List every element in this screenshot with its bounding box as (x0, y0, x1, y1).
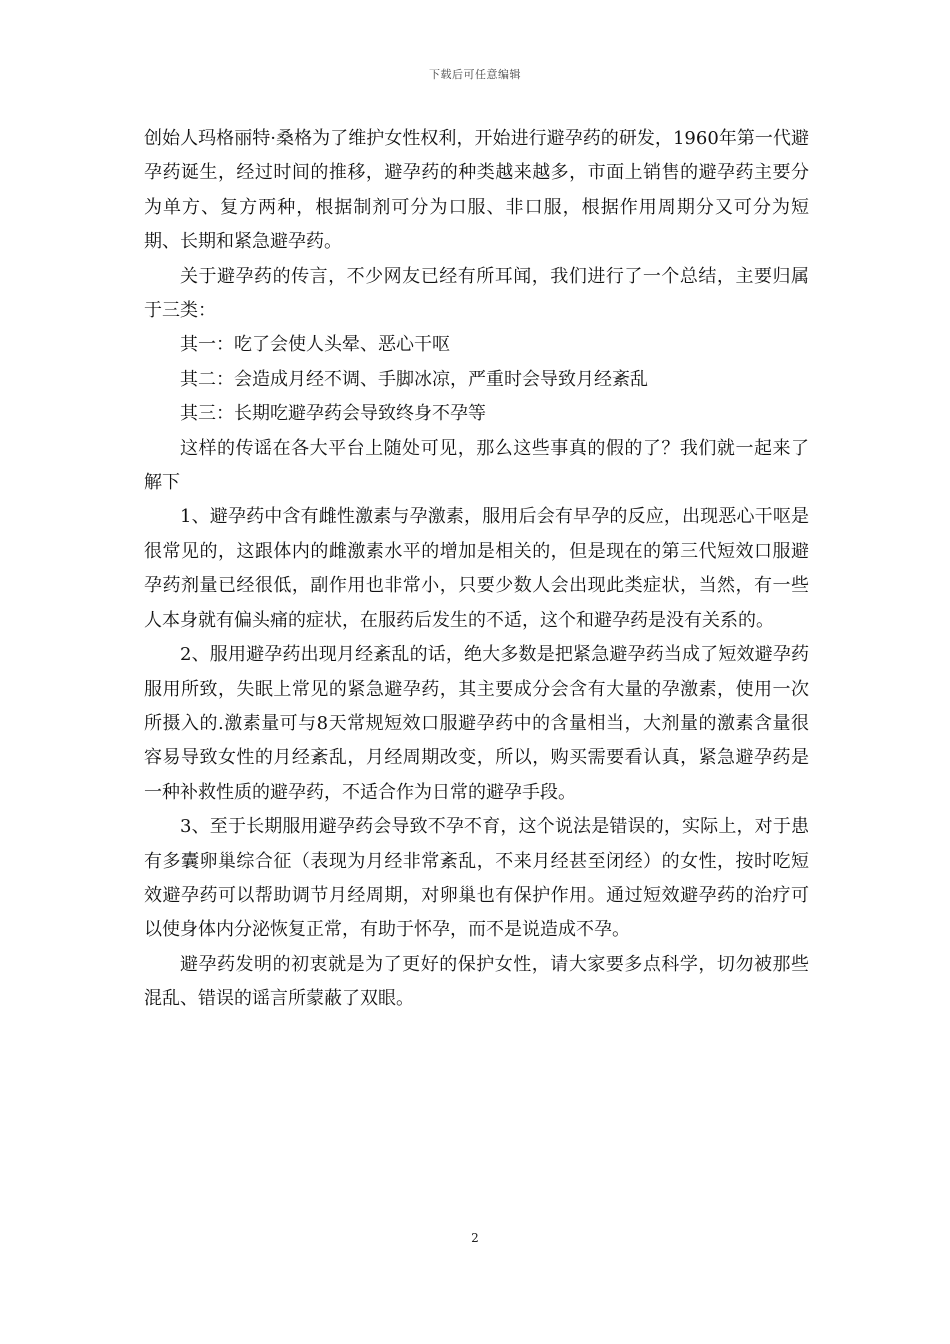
paragraph: 3、至于长期服用避孕药会导致不孕不育，这个说法是错误的，实际上，对于患有多囊卵巢综合征（表现为月经非常紊乱，不来月经甚至闭经）的女性，按时吃短效避孕药可以帮助调节月经周期，对卵巢也有保护作用。通过短效避孕药的治疗可以使身体内分泌恢复正常，有助于怀孕，而不是说造成不孕。 (144, 816, 809, 941)
paragraph: 关于避孕药的传言，不少网友已经有所耳闻，我们进行了一个总结，主要归属于三类： (144, 265, 809, 322)
page-header: 下载后可任意编辑 (429, 68, 521, 81)
list-item: 其三：长期吃避孕药会导致终身不孕等 (180, 403, 486, 425)
article-body (144, 122, 809, 1017)
paragraph: 2、服用避孕药出现月经紊乱的话，绝大多数是把紧急避孕药当成了短效避孕药服用所致，失眠上常见的紧急避孕药，其主要成分会含有大量的孕激素，使用一次所摄入的.激素量可与8天常规短效口服避孕药中的含量相当，大剂量的激素含量很容易导致女性的月经紊乱，月经周期改变，所以，购买需要看认真，紧急避孕药是一种补救性质的避孕药，不适合作为日常的避孕手段。 (144, 644, 809, 803)
paragraph: 避孕药发明的初衷就是为了更好的保护女性，请大家要多点科学，切勿被那些混乱、错误的谣言所蒙蔽了双眼。 (144, 953, 809, 1010)
paragraph: 这样的传谣在各大平台上随处可见，那么这些事真的假的了？我们就一起来了解下 (144, 437, 809, 494)
paragraph: 1、避孕药中含有雌性激素与孕激素，服用后会有早孕的反应，出现恶心干呕是很常见的，这跟体内的雌激素水平的增加是相关的，但是现在的第三代短效口服避孕药剂量已经很低，副作用也非常小，只要少数人会出现此类症状，当然，有一些人本身就有偏头痛的症状，在服药后发生的不适，这个和避孕药是没有关系的。 (144, 506, 809, 631)
list-item: 其一：吃了会使人头晕、恶心干呕 (180, 334, 450, 356)
list-item: 其二：会造成月经不调、手脚冰凉，严重时会导致月经紊乱 (180, 368, 648, 390)
page-number: 2 (471, 1231, 479, 1245)
paragraph: 创始人玛格丽特·桑格为了维护女性权利，开始进行避孕药的研发，1960年第一代避孕药诞生，经过时间的推移，避孕药的种类越来越多，市面上销售的避孕药主要分为单方、复方两种，根据制剂可分为口服、非口服，根据作用周期分又可分为短期、长期和紧急避孕药。 (144, 128, 809, 253)
